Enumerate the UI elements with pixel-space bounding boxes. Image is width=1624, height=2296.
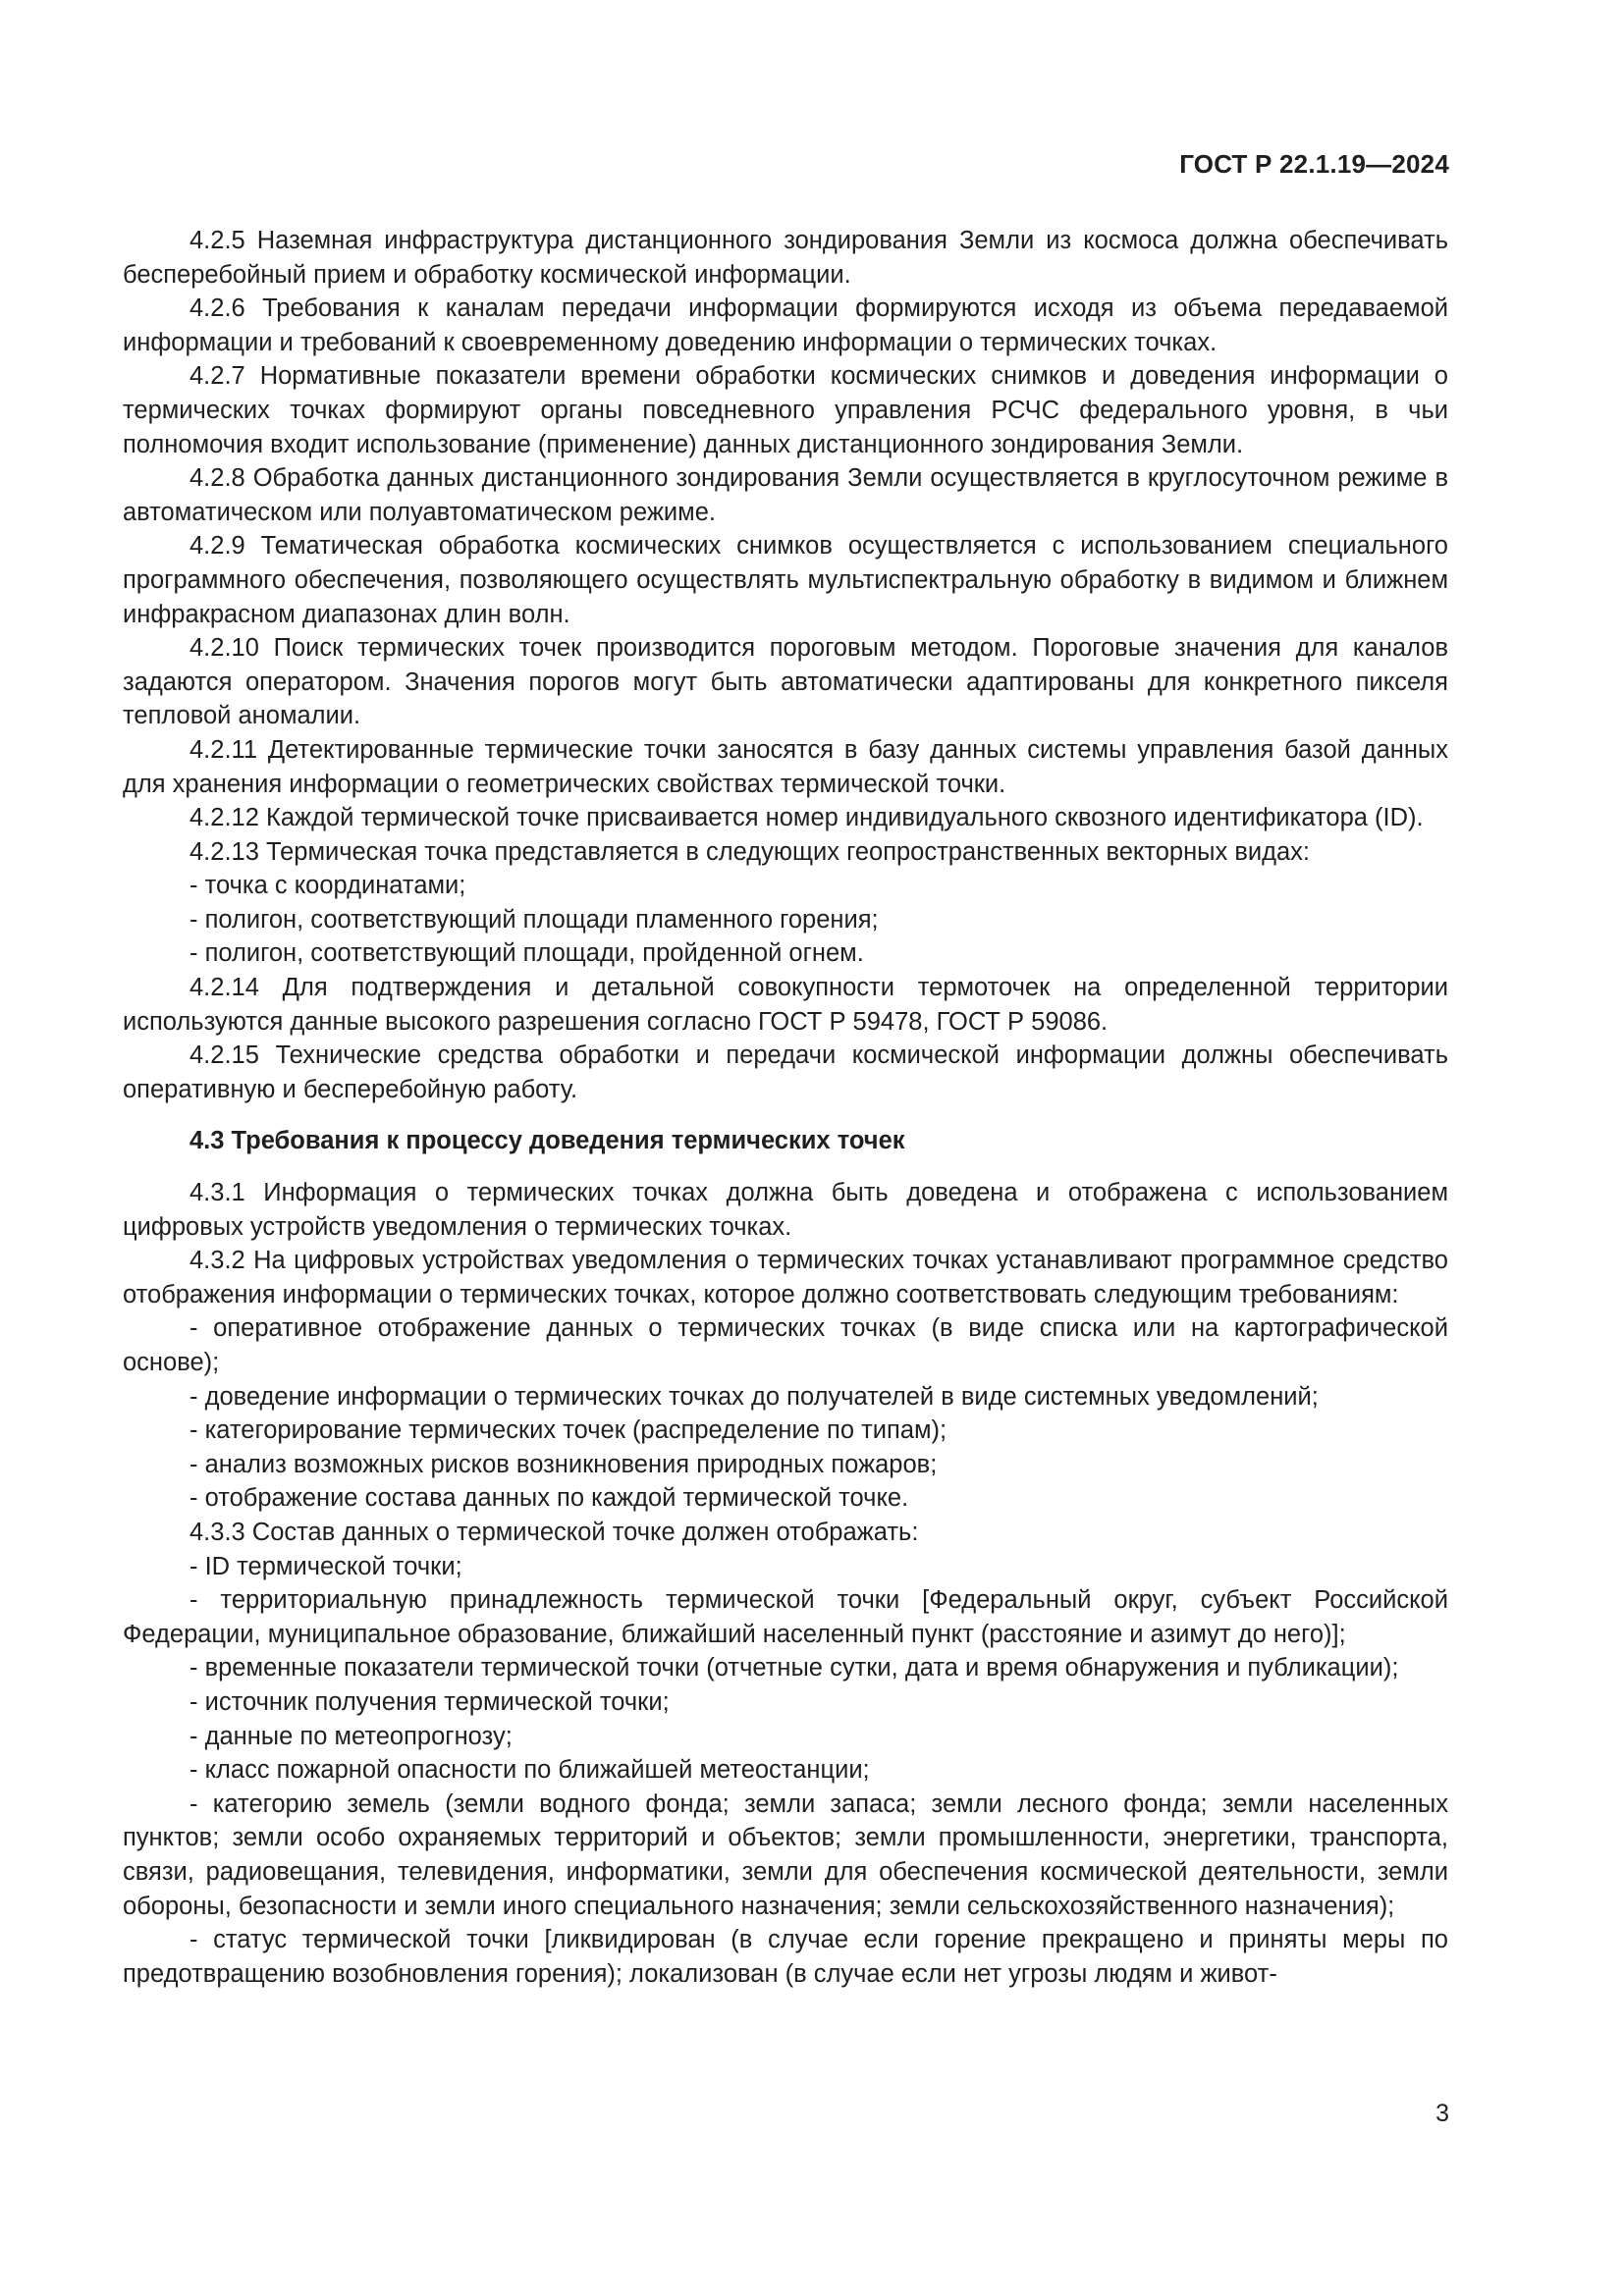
paragraph-4-2-12: 4.2.12 Каждой термической точке присваивается номер индивидуального сквозного идентификатора (ID).	[189, 804, 1424, 832]
paragraph-4-2-14: 4.2.14 Для подтверждения и детальной совокупности термоточек на определенной территории используются данные высокого разрешения согласно ГОСТ Р 59478, ГОСТ Р 59086.	[123, 974, 1448, 1036]
list-item: - класс пожарной опасности по ближайшей метеостанции;	[189, 1756, 870, 1785]
list-item: - анализ возможных рисков возникновения природных пожаров;	[189, 1450, 938, 1478]
paragraph-4-3-2: 4.3.2 На цифровых устройствах уведомления о термических точках устанавливают программное средство отображения информации о термических точках, которое должно соответствовать следующим требованиям:	[123, 1247, 1448, 1308]
paragraph-4-2-8: 4.2.8 Обработка данных дистанционного зондирования Земли осуществляется в круглосуточном режиме в автоматическом или полуавтоматическом режиме.	[123, 464, 1448, 526]
paragraph-4-2-5: 4.2.5 Наземная инфраструктура дистанционного зондирования Земли из космоса должна обеспечивать бесперебойный прием и обработку космической информации.	[123, 227, 1448, 289]
section-heading-4-3: 4.3 Требования к процессу доведения термических точек	[189, 1127, 905, 1155]
list-item: - категорирование термических точек (распределение по типам);	[189, 1416, 947, 1445]
list-item: - статус термической точки [ликвидирован (в случае если горение прекращено и приняты меры по предотвращению возобновления горения); локализован (в случае если нет угрозы людям и живот-	[123, 1926, 1448, 1988]
paragraph-4-3-3: 4.3.3 Состав данных о термической точке должен отображать:	[189, 1518, 919, 1546]
paragraph-4-2-10: 4.2.10 Поиск термических точек производится пороговым методом. Пороговые значения для каналов задаются оператором. Значения порогов могут быть автоматически адаптированы для конкретного пикселя тепловой аномалии.	[123, 634, 1448, 730]
list-item: - данные по метеопрогнозу;	[189, 1722, 513, 1750]
document-body	[123, 224, 1448, 1991]
paragraph-4-2-9: 4.2.9 Тематическая обработка космических снимков осуществляется с использованием специального программного обеспечения, позволяющего осуществлять мультиспектральную обработку в видимом и ближнем инфракрасном диапазонах длин волн.	[123, 532, 1448, 628]
paragraph-4-2-7: 4.2.7 Нормативные показатели времени обработки космических снимков и доведения информации о термических точках формируют органы повседневного управления РСЧС федерального уровня, в чьи полномочия входит использование (применение) данных дистанционного зондирования Земли.	[123, 362, 1448, 458]
document-code: ГОСТ Р 22.1.19—2024	[1179, 149, 1449, 179]
list-item: - точка с координатами;	[189, 872, 466, 900]
paragraph-4-2-11: 4.2.11 Детектированные термические точки заносятся в базу данных системы управления базой данных для хранения информации о геометрических свойствах термической точки.	[123, 735, 1448, 798]
list-item: - источник получения термической точки;	[189, 1687, 670, 1716]
list-item: - территориальную принадлежность термической точки [Федеральный округ, субъект Российской Федерации, муниципальное образование, ближайший населенный пункт (расстояние и азимут до него)];	[123, 1586, 1448, 1648]
list-item: - доведение информации о термических точках до получателей в виде системных уведомлений;	[189, 1382, 1319, 1411]
list-item: - полигон, соответствующий площади пламенного горения;	[189, 905, 879, 934]
paragraph-4-2-6: 4.2.6 Требования к каналам передачи информации формируются исходя из объема передаваемой информации и требований к своевременному доведению информации о термических точках.	[123, 294, 1448, 356]
paragraph-4-2-15: 4.2.15 Технические средства обработки и передачи космической информации должны обеспечивать оперативную и бесперебойную работу.	[123, 1041, 1448, 1103]
paragraph-4-3-1: 4.3.1 Информация о термических точках должна быть доведена и отображена с использованием цифровых устройств уведомления о термических точках.	[123, 1179, 1448, 1241]
list-item: - оперативное отображение данных о термических точках (в виде списка или на картографической основе);	[123, 1314, 1448, 1376]
paragraph-4-2-13: 4.2.13 Термическая точка представляется в следующих геопространственных векторных видах:	[189, 837, 1311, 866]
list-item: - ID термической точки;	[189, 1552, 462, 1580]
list-item: - временные показатели термической точки (отчетные сутки, дата и время обнаружения и публикации);	[189, 1654, 1399, 1682]
page-number: 3	[1435, 2100, 1449, 2127]
list-item: - полигон, соответствующий площади, пройденной огнем.	[189, 939, 864, 968]
list-item: - категорию земель (земли водного фонда; земли запаса; земли лесного фонда; земли населенных пунктов; земли особо охраняемых территорий и объектов; земли промышленности, энергетики, транспорта, связи, радиовещания, телевидения, информатики, земли для обеспечения космической деятельности, земли обороны, безопасности и земли иного специального назначения; земли сельскохозяйственного назначения);	[123, 1789, 1448, 1920]
list-item: - отображение состава данных по каждой термической точке.	[189, 1484, 909, 1513]
